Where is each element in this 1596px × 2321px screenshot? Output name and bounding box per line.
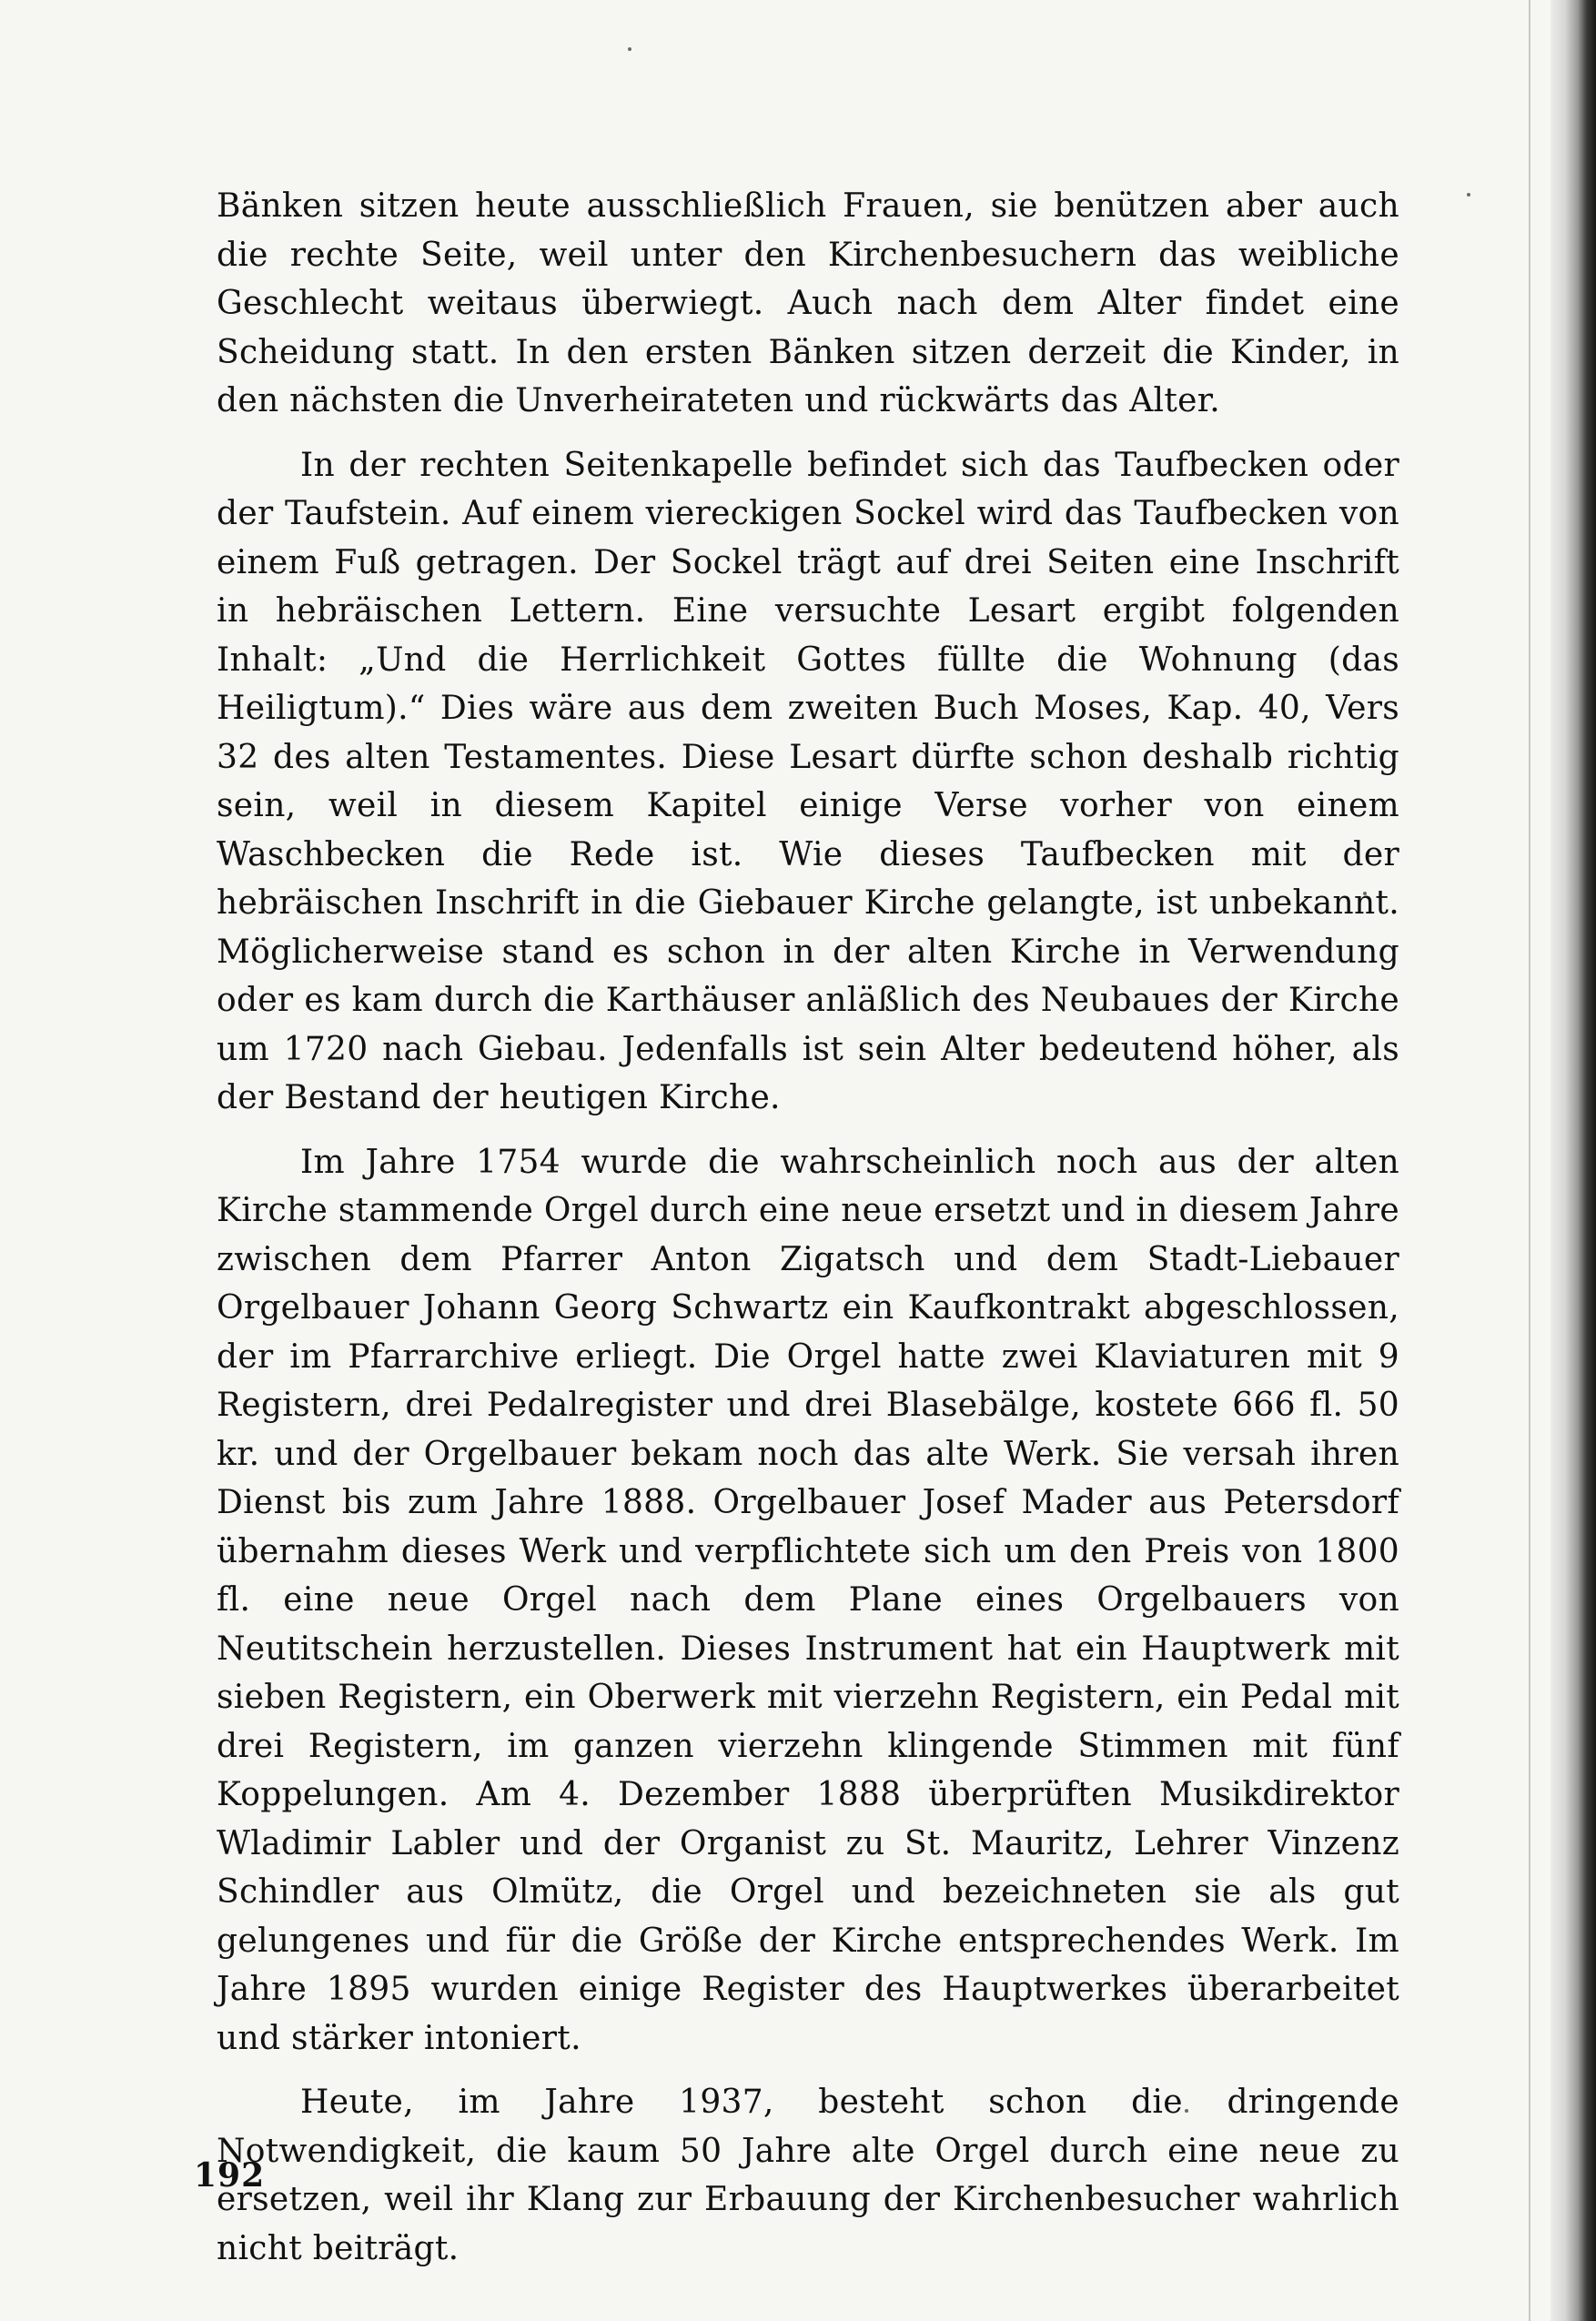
paragraph-heute: Heute, im Jahre 1937, besteht schon die dringende Notwendigkeit, die kaum 50 Jahre alte Orgel durch eine neue zu ersetzen, weil ihr Klang zur Erbauung der Kirchenbesucher wahrlich nicht beiträgt. bbox=[217, 2084, 1399, 2267]
paragraph-continued: Bänken sitzen heute ausschließlich Frauen, sie benützen aber auch die rechte Seite, weil unter den Kirchenbesuchern das weibliche Geschlecht weitaus überwiegt. Auch nach dem Alter findet eine Scheidung statt. In den ersten Bänken sitzen derzeit die Kinder, in den nächsten die Unverheirateten und rückwärts das Alter. bbox=[217, 187, 1399, 419]
body-text bbox=[217, 182, 1399, 2273]
scan-speck bbox=[1467, 193, 1470, 197]
scan-edge-shadow bbox=[1551, 0, 1596, 2321]
page-number: 192 bbox=[194, 2156, 266, 2195]
scan-speck bbox=[628, 47, 631, 51]
paragraph-taufstein: In der rechten Seitenkapelle befindet sich das Taufbecken oder der Taufstein. Auf einem viereckigen Sockel wird das Taufbecken von einem Fuß getragen. Der Sockel trägt auf drei Seiten eine Inschrift in hebräischen Lettern. Eine versuchte Lesart ergibt folgenden Inhalt: „Und die Herrlichkeit Gottes füllte die Wohnung (das Heiligtum).“ Dies wäre aus dem zweiten Buch Moses, Kap. 40, Vers 32 des alten Testamentes. Diese Lesart dürfte schon deshalb richtig sein, weil in diesem Kapitel einige Verse vorher von einem Waschbecken die Rede ist. Wie dieses Taufbecken mit der hebräischen Inschrift in die Giebauer Kirche gelangte, ist unbekannt. Möglicherweise stand es schon in der alten Kirche in Verwendung oder es kam durch die Karthäuser anläßlich des Neubaues der Kirche um 1720 nach Giebau. Jedenfalls ist sein Alter bedeutend höher, als der Bestand der heutigen Kirche. bbox=[217, 446, 1399, 1116]
page-fold-line bbox=[1529, 0, 1530, 2321]
paragraph-orgel: Im Jahre 1754 wurde die wahrscheinlich noch aus der alten Kirche stammende Orgel durch eine neue ersetzt und in diesem Jahre zwischen dem Pfarrer Anton Zigatsch und dem Stadt-Liebauer Orgelbauer Johann Georg Schwartz ein Kaufkontrakt abgeschlossen, der im Pfarrarchive erliegt. Die Orgel hatte zwei Klaviaturen mit 9 Registern, drei Pedalregister und drei Blasebälge, kostete 666 fl. 50 kr. und der Orgelbauer bekam noch das alte Werk. Sie versah ihren Dienst bis zum Jahre 1888. Orgelbauer Josef Mader aus Petersdorf übernahm dieses Werk und verpflichtete sich um den Preis von 1800 fl. eine neue Orgel nach dem Plane eines Orgelbauers von Neutitschein herzustellen. Dieses Instrument hat ein Hauptwerk mit sieben Registern, ein Oberwerk mit vierzehn Registern, ein Pedal mit drei Registern, im ganzen vierzehn klingende Stimmen mit fünf Koppelungen. Am 4. Dezember 1888 überprüften Musikdirektor Wladimir Labler und der Organist zu St. Mauritz, Lehrer Vinzenz Schindler aus Olmütz, die Orgel und bezeichneten sie als gut gelungenes und für die Größe der Kirche entsprechendes Werk. Im Jahre 1895 wurden einige Register des Hauptwerkes überarbeitet und stärker intoniert. bbox=[217, 1143, 1399, 2057]
